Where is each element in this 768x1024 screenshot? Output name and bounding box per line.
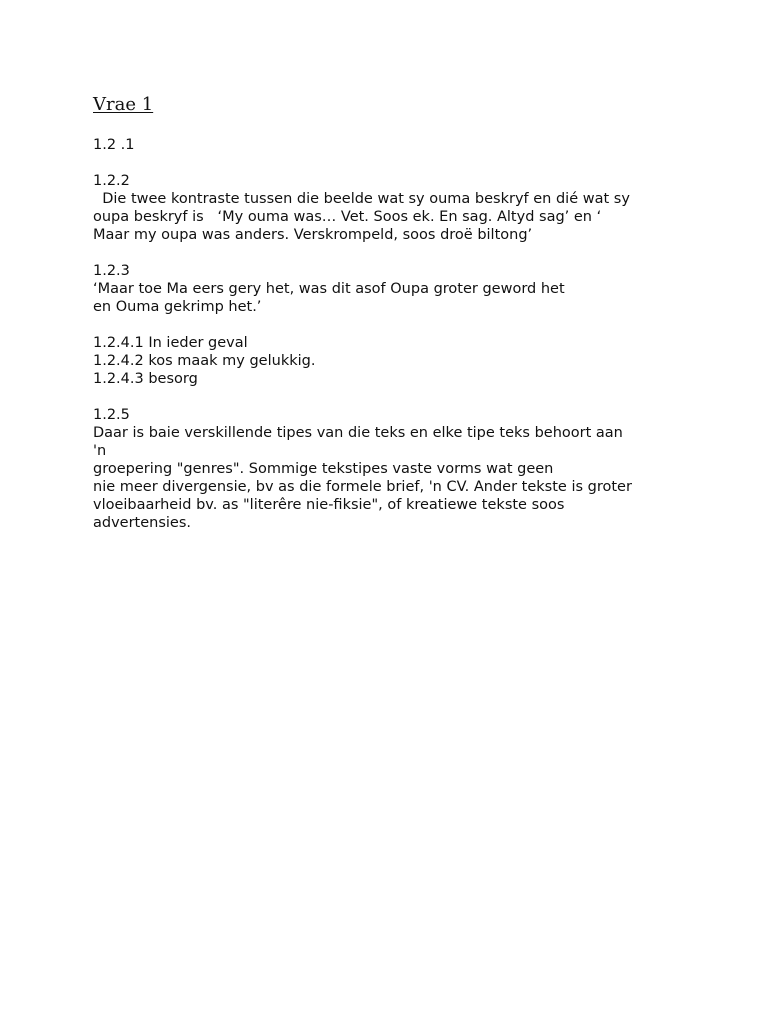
question-1-2-5-line: advertensies. [93, 515, 192, 531]
question-1-2-5-line: vloeibaarheid bv. as "literêre nie-fiksie", of kreatiewe tekste soos [93, 497, 565, 513]
question-1-2-3-line: ‘Maar toe Ma eers gery het, was dit asof Oupa groter geword het [93, 281, 565, 297]
question-1-2-1-number: 1.2 .1 [93, 137, 135, 153]
document-body [93, 94, 693, 532]
question-1-2-5-line: Daar is baie verskillende tipes van die teks en elke tipe teks behoort aan [93, 425, 623, 441]
paragraph-gap [93, 154, 693, 172]
paragraph-gap [93, 388, 693, 406]
question-1-2-5-line: 'n [93, 443, 107, 459]
question-1-2-4-3: 1.2.4.3 besorg [93, 371, 198, 387]
question-1-2-4-2: 1.2.4.2 kos maak my gelukkig. [93, 353, 316, 369]
question-1-2-5-line: groepering "genres". Sommige tekstipes vaste vorms wat geen [93, 461, 554, 477]
question-1-2-2-line: oupa beskryf is ‘My ouma was… Vet. Soos ek. En sag. Altyd sag’ en ‘ [93, 209, 602, 225]
question-1-2-4-1: 1.2.4.1 In ieder geval [93, 335, 248, 351]
question-1-2-5-line: nie meer divergensie, bv as die formele brief, 'n CV. Ander tekste is groter [93, 479, 632, 495]
question-1-2-2-line: Maar my oupa was anders. Verskrompeld, soos droë biltong’ [93, 227, 533, 243]
question-1-2-3-line: en Ouma gekrimp het.’ [93, 299, 262, 315]
page-title: Vrae 1 [93, 94, 154, 115]
question-1-2-5-number: 1.2.5 [93, 407, 130, 423]
question-1-2-3-number: 1.2.3 [93, 263, 130, 279]
paragraph-gap [93, 244, 693, 262]
question-1-2-2-line: Die twee kontraste tussen die beelde wat sy ouma beskryf en dié wat sy [93, 191, 630, 207]
paragraph-gap [93, 316, 693, 334]
question-1-2-2-number: 1.2.2 [93, 173, 130, 189]
